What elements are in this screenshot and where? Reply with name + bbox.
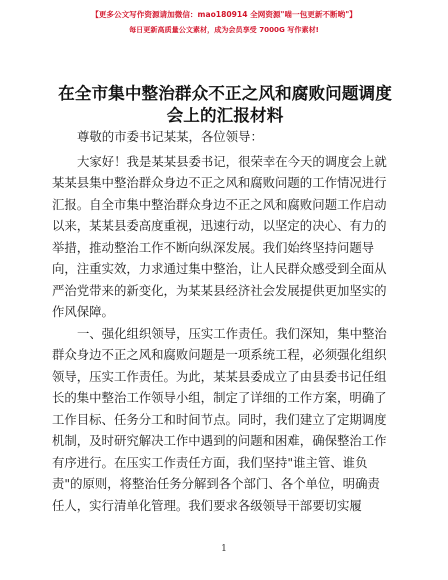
- paragraph-line: 群众身边不正之风和腐败问题是一项系统工程，必须强化组织: [52, 347, 387, 362]
- page-number: 1: [221, 544, 227, 554]
- paragraph-line: 有序进行。在压实工作责任方面，我们坚持"谁主管、谁负: [52, 454, 368, 470]
- paragraph-line: 机制，及时研究解决工作中遇到的问题和困难，确保整治工作: [52, 433, 387, 448]
- title-line-1: 在全市集中整治群众不正之风和腐败问题调度: [58, 84, 392, 103]
- paragraph-line: 某某县集中整治群众身边不正之风和腐败问题的工作情况进行: [52, 175, 387, 190]
- paragraph-line: 领导，压实工作责任。为此，某某县委成立了由县委书记任组: [52, 368, 387, 384]
- document-title: [50, 83, 400, 127]
- promo-header: [0, 10, 448, 35]
- paragraph-intro: [52, 151, 400, 323]
- promo-line-1: 【更多公文写作资源请加微信：mao180914 全网资源"喵一包更新不断哟"】: [91, 10, 357, 19]
- paragraph-section-one: [52, 323, 400, 517]
- paragraph-line: 严治党带来的新变化，为某某县经济社会发展提供更加坚实的: [52, 282, 387, 298]
- paragraph-line: 举措，推动整治工作不断向纵深发展。我们始终坚持问题导: [52, 239, 375, 255]
- paragraph-line: 任人，实行清单化管理。我们要求各级领导干部要切实履: [52, 497, 362, 513]
- title-line-2: 会上的汇报材料: [166, 106, 284, 125]
- paragraph-line: 作风保障。: [52, 304, 114, 319]
- promo-line-2: 每日更新高质量公文素材，成为会员享受 7000G 写作素材!: [129, 25, 319, 34]
- document-body: [52, 126, 400, 516]
- paragraph-line: 以来，某某县委高度重视，迅速行动，以坚定的决心、有力的: [52, 218, 387, 233]
- paragraph-line: 汇报。自全市集中整治群众身边不正之风和腐败问题工作启动: [52, 196, 387, 212]
- paragraph-line: 责"的原则，将整治任务分解到各个部门、各个单位，明确责: [52, 476, 380, 491]
- paragraph-line: 一、强化组织领导，压实工作责任。我们深知，集中整治: [77, 325, 387, 341]
- salutation: 尊敬的市委书记某某，各位领导：: [77, 129, 263, 144]
- paragraph-line: 工作目标、任务分工和时间节点。同时，我们建立了定期调度: [52, 411, 387, 427]
- paragraph-line: 大家好！我是某某县委书记，很荣幸在今天的调度会上就: [77, 153, 387, 169]
- paragraph-line: 向，注重实效，力求通过集中整治，让人民群众感受到全面从: [52, 261, 387, 276]
- paragraph-line: 长的集中整治工作领导小组，制定了详细的工作方案，明确了: [52, 390, 387, 405]
